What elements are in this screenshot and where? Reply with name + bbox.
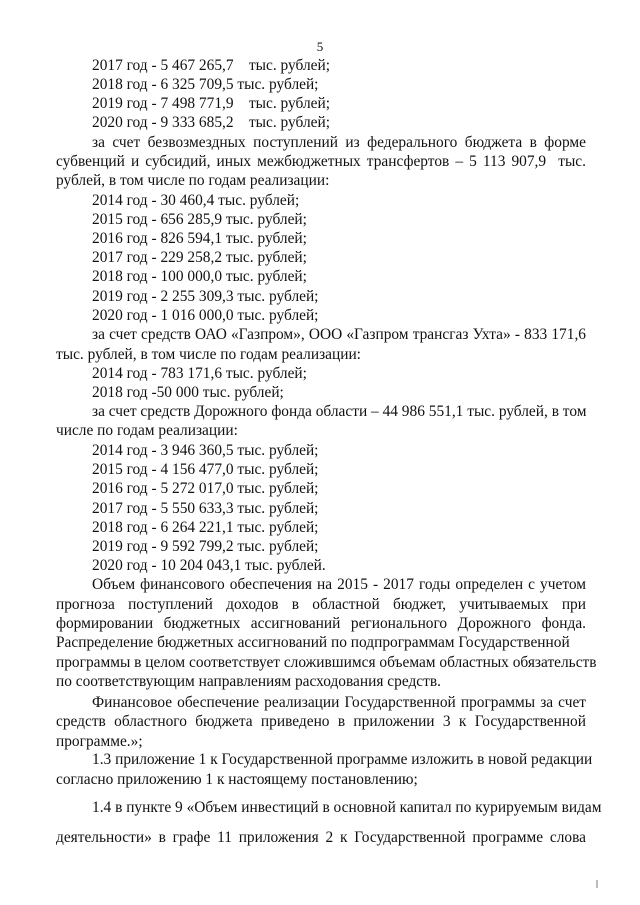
text-line: за счет безвозмездных поступлений из федерального бюджета в форме <box>92 134 586 151</box>
text-line: 1.4 в пункте 9 «Объем инвестиций в основной капитал по курируемым видам <box>92 799 602 816</box>
text-line: 2016 год - 5 272 017,0 тыс. рублей; <box>92 480 319 497</box>
text-line: рублей, в том числе по годам реализации: <box>56 172 330 189</box>
text-line: 2018 год - 100 000,0 тыс. рублей; <box>92 268 307 285</box>
text-line: Объем финансового обеспечения на 2015 - 2017 годы определен с учетом <box>92 576 586 593</box>
text-line: деятельности» в графе 11 приложения 2 к Государственной программе слова <box>56 829 586 846</box>
text-line: 2019 год - 2 255 309,3 тыс. рублей; <box>92 288 319 305</box>
text-line: числе по годам реализации: <box>56 422 238 439</box>
text-line: 2018 год - 6 325 709,5 тыс. рублей; <box>92 76 319 93</box>
text-line: 2014 год - 30 460,4 тыс. рублей; <box>92 192 300 209</box>
text-line: субвенций и субсидий, иных межбюджетных трансфертов – 5 113 907,9 тыс. <box>56 153 586 170</box>
text-line: тыс. рублей, в том числе по годам реализации: <box>56 346 361 363</box>
text-line: 2014 год - 3 946 360,5 тыс. рублей; <box>92 442 319 459</box>
text-line: за счет средств ОАО «Газпром», ООО «Газпром трансгаз Ухта» - 833 171,6 <box>92 326 586 343</box>
text-line: программы в целом соответствует сложившимся объемам областных обязательств <box>56 654 597 671</box>
text-line: 2014 год - 783 171,6 тыс. рублей; <box>92 365 307 382</box>
text-line: 2020 год - 1 016 000,0 тыс. рублей; <box>92 307 319 324</box>
text-line: 2017 год - 5 550 633,3 тыс. рублей; <box>92 500 319 517</box>
text-line: 2017 год - 229 258,2 тыс. рублей; <box>92 249 307 266</box>
text-line: прогноза поступлений доходов в областной бюджет, учитываемых при <box>56 596 586 613</box>
text-line: 2020 год - 10 204 043,1 тыс. рублей. <box>92 557 326 574</box>
text-line: 1.3 приложение 1 к Государственной программе изложить в новой редакции <box>92 751 593 768</box>
text-line: 2019 год - 7 498 771,9 тыс. рублей; <box>92 95 331 112</box>
text-line: 2015 год - 4 156 477,0 тыс. рублей; <box>92 461 319 478</box>
scan-mark <box>596 880 598 888</box>
text-line: 2019 год - 9 592 799,2 тыс. рублей; <box>92 538 319 555</box>
text-line: 2020 год - 9 333 685,2 тыс. рублей; <box>92 114 331 131</box>
text-line: 2016 год - 826 594,1 тыс. рублей; <box>92 230 307 247</box>
text-line: программе.»; <box>56 733 143 750</box>
page-number: 5 <box>316 39 324 54</box>
text-line: Распределение бюджетных ассигнований по подпрограммам Государственной <box>56 634 570 651</box>
text-line: средств областного бюджета приведено в приложении 3 к Государственной <box>56 713 586 730</box>
text-line: по соответствующим направлениям расходования средств. <box>56 673 441 690</box>
text-line: 2018 год -50 000 тыс. рублей; <box>92 384 284 401</box>
text-line: согласно приложению 1 к настоящему постановлению; <box>56 771 418 788</box>
text-line: за счет средств Дорожного фонда области – 44 986 551,1 тыс. рублей, в том <box>92 403 587 420</box>
text-line: 2015 год - 656 285,9 тыс. рублей; <box>92 211 307 228</box>
text-line: формировании бюджетных ассигнований регионального Дорожного фонда. <box>56 615 586 632</box>
text-line: 2018 год - 6 264 221,1 тыс. рублей; <box>92 519 319 536</box>
text-line: Финансовое обеспечение реализации Государственной программы за счет <box>92 694 586 711</box>
text-line: 2017 год - 5 467 265,7 тыс. рублей; <box>92 57 331 74</box>
